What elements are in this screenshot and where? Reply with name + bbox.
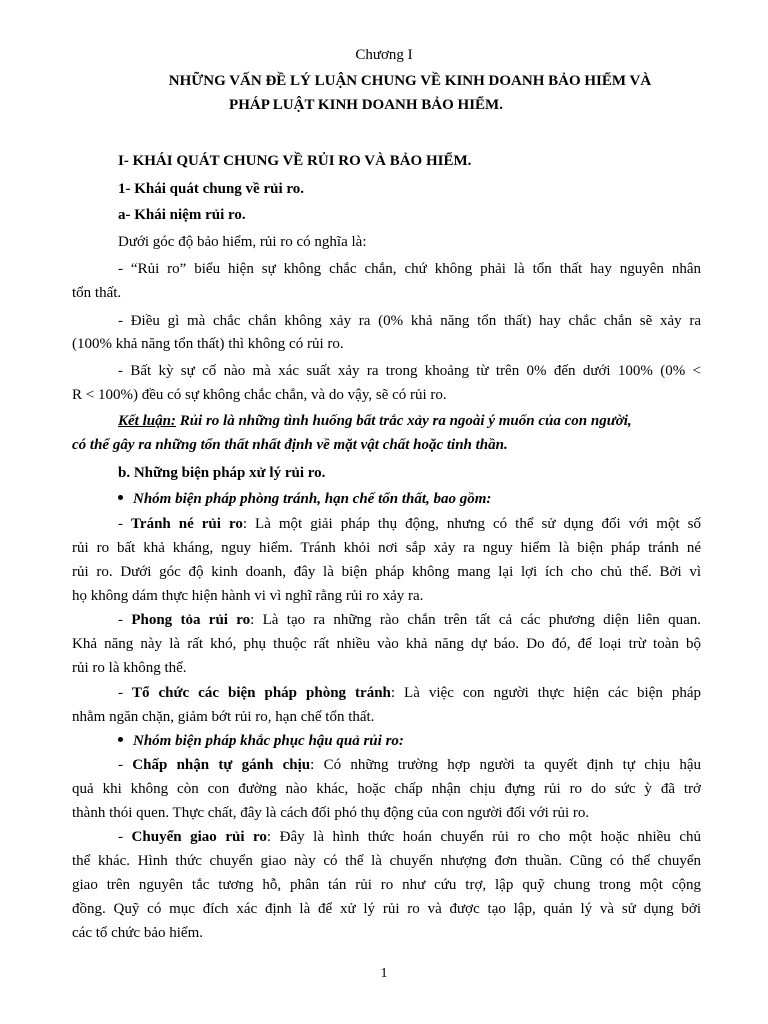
- measure-5-text: : Đây là hình thức hoán chuyển rủi ro cho một hoặc nhiều chủ: [266, 829, 701, 845]
- intro-paragraph: Dưới góc độ bảo hiểm, rủi ro có nghĩa là:: [118, 234, 367, 250]
- measure-2-line-2: Khả năng này là rất khó, phụ thuộc rất nhiều vào khả năng dự báo. Do đó, để loại trừ toàn bộ: [72, 636, 701, 652]
- measure-4-text: : Có những trường hợp người ta quyết định tự chịu hậu: [310, 757, 701, 773]
- definition-2-line-2: (100% khả năng tổn thất) thì không có rủi ro.: [72, 336, 344, 352]
- conclusion-line-1: [118, 412, 632, 430]
- title-line-1: NHỮNG VẤN ĐỀ LÝ LUẬN CHUNG VỀ KINH DOANH BẢO HIỂM VÀ: [168, 73, 652, 89]
- subsection-heading: 1- Khái quát chung về rủi ro.: [118, 181, 304, 197]
- measure-3-line-1: [118, 684, 701, 702]
- dash: -: [118, 612, 132, 628]
- group-1-text: Nhóm biện pháp phòng tránh, hạn chế tổn thất, bao gồm:: [133, 491, 492, 507]
- measure-2-line-1: [118, 611, 701, 629]
- subsection-b-heading: b. Những biện pháp xử lý rủi ro.: [118, 465, 326, 481]
- measure-1-term: Tránh né rủi ro: [131, 516, 243, 532]
- bullet-icon: [118, 737, 123, 742]
- section-heading: I- KHÁI QUÁT CHUNG VỀ RỦI RO VÀ BẢO HIỂM.: [118, 153, 472, 169]
- measure-3-line-2: nhằm ngăn chặn, giảm bớt rủi ro, hạn chế tổn thất.: [72, 709, 375, 725]
- measure-5-term: Chuyển giao rủi ro: [131, 829, 267, 845]
- measure-4-line-3: thành thói quen. Thực chất, đây là cách đối phó thụ động của con người đối với rủi ro.: [72, 805, 590, 821]
- title-line-2: PHÁP LUẬT KINH DOANH BẢO HIỂM.: [229, 97, 503, 113]
- measure-2-term: Phong tỏa rủi ro: [131, 612, 251, 628]
- bullet-icon: [118, 495, 123, 500]
- measure-1-line-4: họ không dám thực hiện hành vi vì nghĩ rằng rủi ro xảy ra.: [72, 588, 424, 604]
- measure-5-line-3: giao trên nguyên tắc tương hỗ, phân tán rủi ro như cứu trợ, lập quỹ chung trong một cộng: [72, 877, 701, 893]
- measure-5-line-1: [118, 828, 701, 846]
- dash: -: [118, 757, 133, 773]
- dash: -: [118, 516, 132, 532]
- measure-4-term: Chấp nhận tự gánh chịu: [132, 757, 311, 773]
- measure-5-line-4: đồng. Quỹ có mục đích xác định là để xử lý rủi ro và được tạo lập, quản lý và sử dụng bởi: [72, 901, 701, 917]
- measure-3-text: : Là việc con người thực hiện các biện pháp: [390, 685, 701, 701]
- measure-1-text: : Là một giải pháp thụ động, nhưng có thể sử dụng đối với một số: [242, 516, 701, 532]
- measure-4-line-1: [118, 756, 701, 774]
- measure-2-line-3: rủi ro là không thể.: [72, 660, 187, 676]
- conclusion-line-2: có thể gây ra những tổn thất nhất định về mặt vật chất hoặc tinh thần.: [72, 437, 508, 453]
- measure-3-term: Tổ chức các biện pháp phòng tránh: [132, 685, 391, 701]
- conclusion-label: Kết luận:: [118, 413, 176, 429]
- conclusion-text-1: Rủi ro là những tình huống bất trắc xảy ra ngoài ý muốn của con người,: [175, 413, 632, 429]
- measure-5-line-2: thể khác. Hình thức chuyển giao này có thể là chuyển nhượng đơn thuần. Cũng có thể chuyển: [72, 853, 701, 869]
- dash: -: [118, 829, 132, 845]
- group-1-heading: [118, 490, 491, 508]
- group-2-text: Nhóm biện pháp khắc phục hậu quả rủi ro:: [133, 733, 404, 749]
- definition-3-line-1: - Bất kỳ sự cố nào mà xác suất xảy ra trong khoảng từ trên 0% đến dưới 100% (0% <: [118, 363, 701, 379]
- group-2-heading: [118, 732, 404, 750]
- subsubsection-heading: a- Khái niệm rủi ro.: [118, 207, 246, 223]
- dash: -: [118, 685, 132, 701]
- measure-1-line-3: rủi ro. Dưới góc độ kinh doanh, đây là biện pháp không mang lại lợi ích cho chủ thể. Bởi vì: [72, 564, 701, 580]
- definition-1-line-2: tổn thất.: [72, 285, 122, 301]
- page-number: 1: [380, 966, 388, 981]
- measure-1-line-1: [118, 515, 701, 533]
- measure-1-line-2: rủi ro bất khả kháng, nguy hiểm. Tránh khỏi nơi sắp xảy ra nguy hiểm là biện pháp tránh né: [72, 540, 701, 556]
- definition-3-line-2: R < 100%) đều có sự không chắc chắn, và do vậy, sẽ có rủi ro.: [72, 387, 447, 403]
- definition-2-line-1: - Điều gì mà chắc chắn không xảy ra (0% khả năng tổn thất) hay chắc chắn sẽ xảy ra: [118, 313, 701, 329]
- chapter-heading: Chương I: [355, 47, 413, 63]
- measure-4-line-2: quả khi không còn con đường nào khác, hoặc chấp nhận chịu đựng rủi ro do sức ỳ đã trở: [72, 781, 701, 797]
- measure-5-line-5: các tổ chức bảo hiểm.: [72, 925, 203, 941]
- measure-2-text: : Là tạo ra những rào chắn trên tất cả các phương diện liên quan.: [250, 612, 701, 628]
- definition-1-line-1: - “Rủi ro” biểu hiện sự không chắc chắn, chứ không phải là tổn thất hay nguyên nhân: [118, 261, 701, 277]
